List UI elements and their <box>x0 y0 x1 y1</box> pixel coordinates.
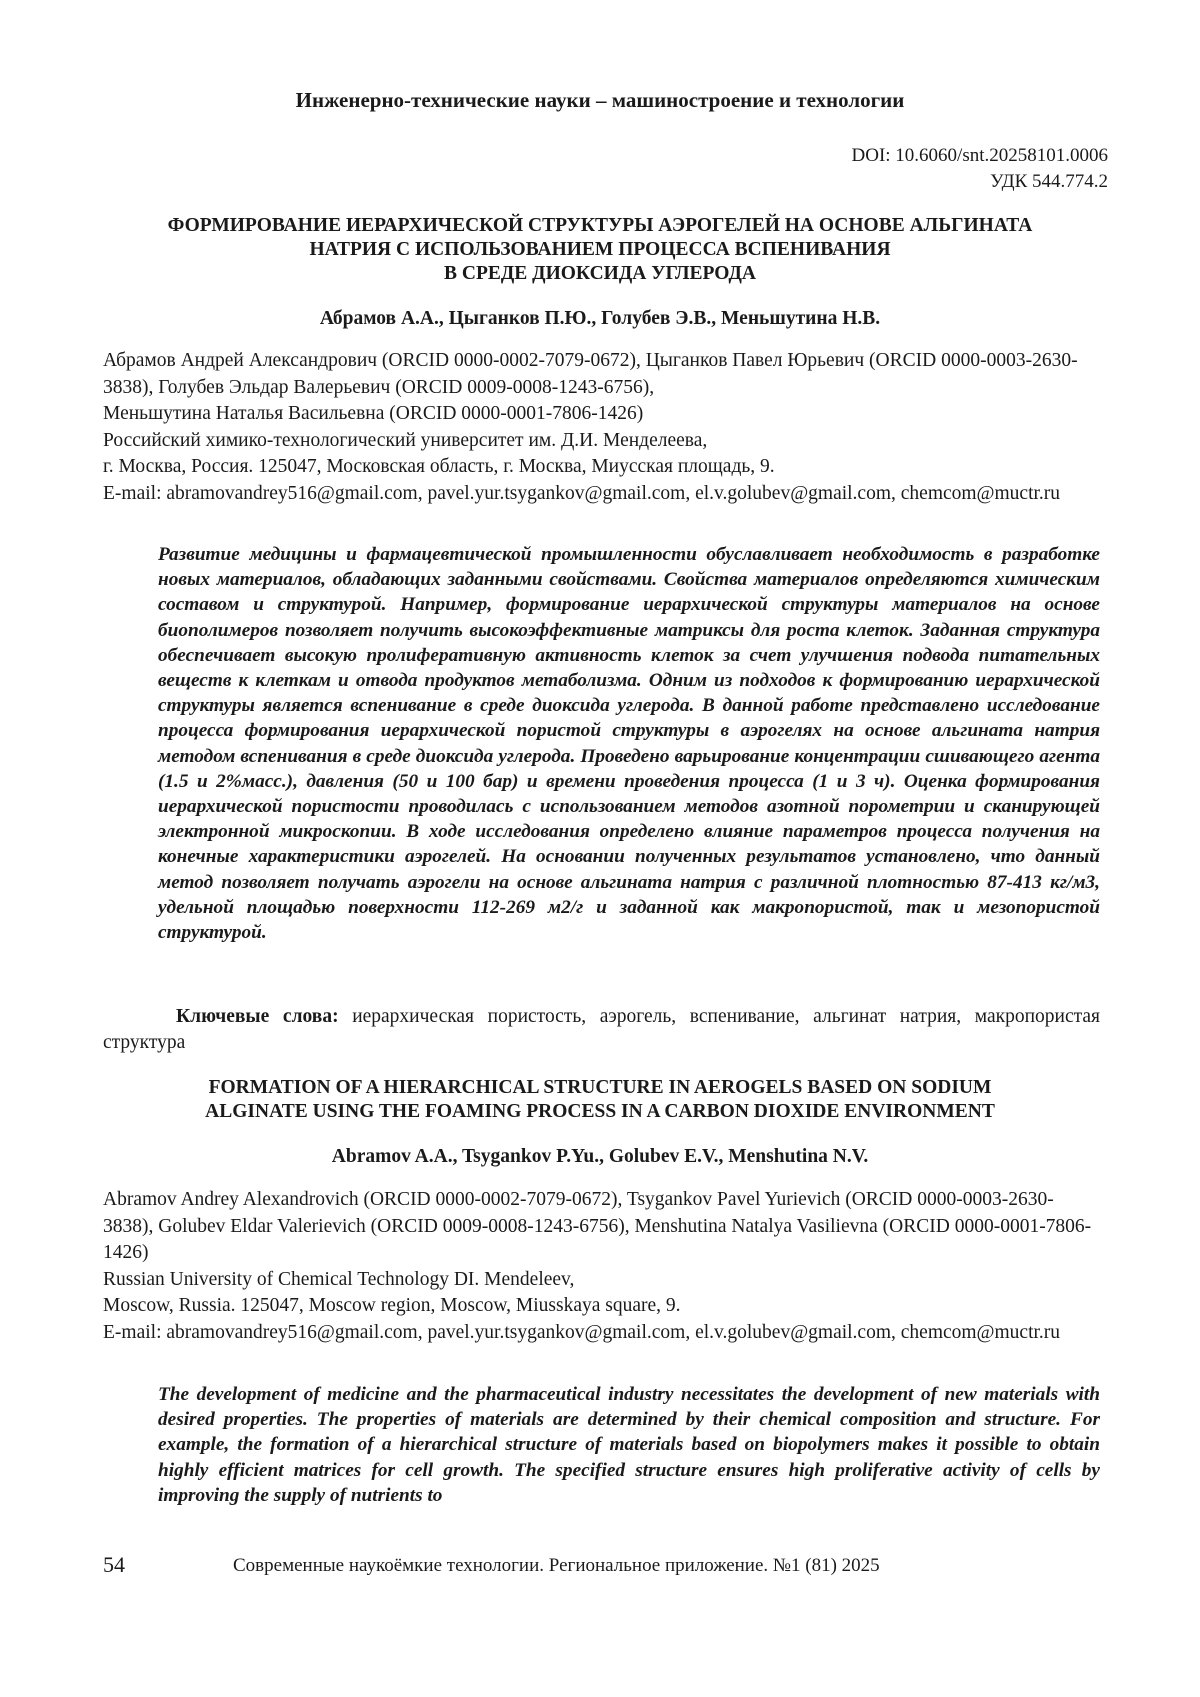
affiliation-en <box>103 1187 1103 1346</box>
title-ru <box>100 214 1100 286</box>
authors-ru: Абрамов А.А., Цыганков П.Ю., Голубев Э.В., Меньшутина Н.В. <box>319 308 881 329</box>
institution: Russian University of Chemical Technology DI. Mendeleev, <box>103 1268 575 1290</box>
authors-en: Abramov A.A., Tsygankov P.Yu., Golubev E.V., Menshutina N.V. <box>331 1146 869 1167</box>
title-en <box>100 1076 1100 1124</box>
title-en-line: ALGINATE USING THE FOAMING PROCESS IN A CARBON DIOXIDE ENVIRONMENT <box>205 1101 995 1122</box>
abstract-ru: Развитие медицины и фармацевтической промышленности обуславливает необходимость в разработке новых материалов, обладающих заданными свойствами. Свойства материалов определяются химическим составом и структурой. Например, формирование иерархической структуры материалов на основе биополимеров позволяет получить высокоэффективные матриксы для роста клеток. Заданная структура обеспечивает высокую пролиферативную активность клеток за счет улучшения подвода питательных веществ к клеткам и отвода продуктов метаболизма. Одним из подходов к формированию иерархической структуры является вспенивание в среде диоксида углерода. В данной работе представлено исследование процесса формирования иерархической пористой структуры в аэрогелях на основе альгината натрия методом вспенивания в среде диоксида углерода. Проведено варьирование концентрации сшивающего агента (1.5 и 2%масс.), давления (50 и 100 бар) и времени проведения процесса (1 и 3 ч). Оценка формирования иерархической пористости проводилась с использованием методов азотной порометрии и сканирующей электронной микроскопии. В ходе исследования определено влияние параметров процесса получения на конечные характеристики аэрогелей. На основании полученных результатов установлено, что данный метод позволяет получать аэрогели на основе альгината натрия с различной плотностью 87-413 кг/м3, удельной площадью поверхности 112-269 м2/г и заданной как макропористой, так и мезопористой структурой. <box>158 544 1100 944</box>
abstract-en: The development of medicine and the pharmaceutical industry necessitates the development of new materials with desired properties. The properties of materials are determined by their chemical composition and structure. For example, the formation of a hierarchical structure of materials based on biopolymers makes it possible to obtain highly efficient matrices for cell growth. The specified structure ensures high proliferative activity of cells by improving the supply of nutrients to <box>158 1384 1100 1506</box>
doi: DOI: 10.6060/snt.20258101.0006 <box>851 145 1108 166</box>
emails: E-mail: abramovandrey516@gmail.com, pavel.yur.tsygankov@gmail.com, el.v.golubev@gmail.com, chemcom@muctr.ru <box>103 1321 1061 1343</box>
journal-name: Современные наукоёмкие технологии. Региональное приложение. №1 (81) 2025 <box>233 1555 880 1576</box>
identifiers <box>852 143 1109 195</box>
title-ru-line: ФОРМИРОВАНИЕ ИЕРАРХИЧЕСКОЙ СТРУКТУРЫ АЭРОГЕЛЕЙ НА ОСНОВЕ АЛЬГИНАТА <box>167 215 1033 236</box>
keywords-label: Ключевые слова: <box>176 1006 339 1027</box>
keywords-text: иерархическая пористость, аэрогель, вспенивание, альгинат натрия, макропористая структура <box>103 1006 1100 1053</box>
institution: Российский химико-технологический университет им. Д.И. Менделеева, <box>103 429 708 451</box>
address: г. Москва, Россия. 125047, Московская область, г. Москва, Миусская площадь, 9. <box>103 456 775 477</box>
section-heading: Инженерно-технические науки – машиностроение и технологии <box>295 88 905 112</box>
author-orcid-list: Меньшутина Наталья Васильевна (ORCID 0000-0001-7806-1426) <box>103 403 644 424</box>
address: Moscow, Russia. 125047, Moscow region, Moscow, Miusskaya square, 9. <box>103 1295 681 1316</box>
udk: УДК 544.774.2 <box>990 171 1108 192</box>
title-en-line: FORMATION OF A HIERARCHICAL STRUCTURE IN AEROGELS BASED ON SODIUM <box>208 1077 992 1098</box>
affiliation-ru <box>103 348 1103 507</box>
author-orcid-list: Абрамов Андрей Александрович (ORCID 0000-0002-7079-0672), Цыганков Павел Юрьевич (ORCID 0000-0003-2630-3838), Голубев Эльдар Валерьевич (ORCID 0009-0008-1243-6756), <box>103 350 1078 398</box>
title-ru-line: В СРЕДЕ ДИОКСИДА УГЛЕРОДА <box>443 263 756 284</box>
keywords-ru <box>103 1004 1100 1056</box>
emails: E-mail: abramovandrey516@gmail.com, pavel.yur.tsygankov@gmail.com, el.v.golubev@gmail.com, chemcom@muctr.ru <box>103 482 1061 504</box>
author-orcid-list: Abramov Andrey Alexandrovich (ORCID 0000-0002-7079-0672), Tsygankov Pavel Yurievich (ORCID 0000-0003-2630-3838), Golubev Eldar Valerievich (ORCID 0009-0008-1243-6756), Menshutina Natalya Vasilievna (ORCID 0000-0001-7806-1426) <box>103 1189 1092 1263</box>
page-number: 54 <box>103 1552 125 1577</box>
title-ru-line: НАТРИЯ С ИСПОЛЬЗОВАНИЕМ ПРОЦЕССА ВСПЕНИВАНИЯ <box>309 239 891 260</box>
